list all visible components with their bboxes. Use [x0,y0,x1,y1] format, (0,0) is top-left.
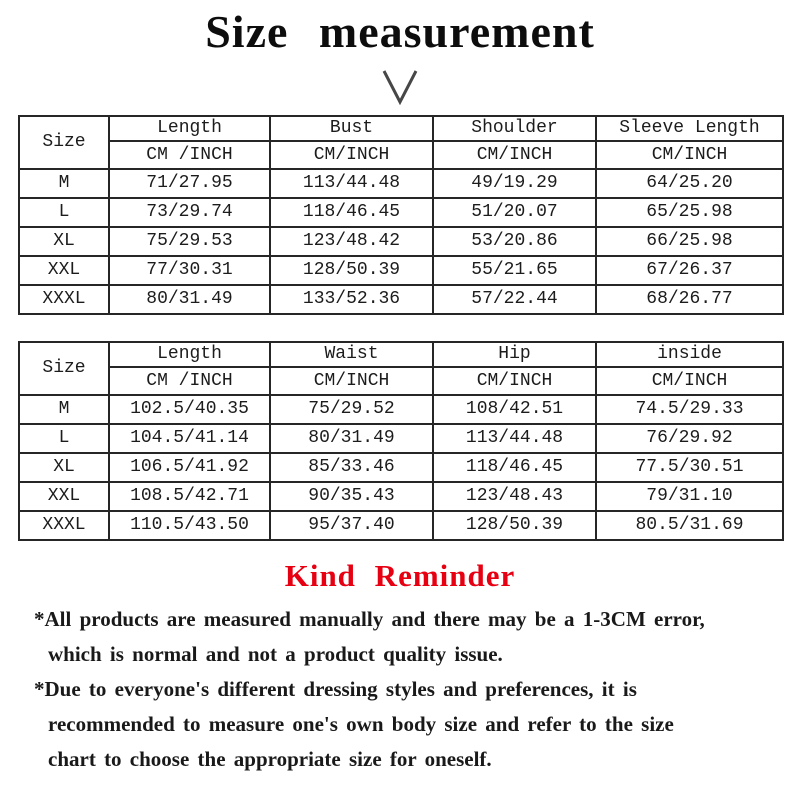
value-cell: 85/33.46 [270,453,433,482]
value-cell: 64/25.20 [596,169,783,198]
value-cell: 80/31.49 [109,285,270,314]
value-cell: 49/19.29 [433,169,596,198]
table-row [19,285,783,314]
table-row [19,424,783,453]
note-line: *All products are measured manually and there may be a 1-3CM error, [34,607,705,632]
col-header-cell: Hip [433,342,596,367]
col-header-cell: Length [109,342,270,367]
note-line: recommended to measure one's own body size and refer to the size [48,712,674,737]
value-cell: 113/44.48 [433,424,596,453]
value-cell: 110.5/43.50 [109,511,270,540]
value-cell: 106.5/41.92 [109,453,270,482]
size-cell: XXXL [19,285,109,314]
size-cell: XXL [19,256,109,285]
size-header-cell: Size [19,342,109,395]
note-line: chart to choose the appropriate size for oneself. [48,747,492,772]
value-cell: 80/31.49 [270,424,433,453]
value-cell: 68/26.77 [596,285,783,314]
size-table-top [18,115,784,315]
value-cell: 118/46.45 [270,198,433,227]
size-cell: XXXL [19,511,109,540]
table-gap [0,315,800,341]
value-cell: 57/22.44 [433,285,596,314]
value-cell: 55/21.65 [433,256,596,285]
col-header-cell: Bust [270,116,433,141]
note-line: which is normal and not a product quality issue. [48,642,503,667]
unit-cell: CM/INCH [270,141,433,169]
unit-cell: CM /INCH [109,141,270,169]
note-line: *Due to everyone's different dressing styles and preferences, it is [34,677,637,702]
col-header-cell: Shoulder [433,116,596,141]
size-cell: XXL [19,482,109,511]
value-cell: 104.5/41.14 [109,424,270,453]
value-cell: 75/29.52 [270,395,433,424]
value-cell: 113/44.48 [270,169,433,198]
size-header-cell: Size [19,116,109,169]
value-cell: 79/31.10 [596,482,783,511]
unit-cell: CM/INCH [270,367,433,395]
value-cell: 123/48.43 [433,482,596,511]
col-header-cell: inside [596,342,783,367]
size-cell: M [19,395,109,424]
value-cell: 67/26.37 [596,256,783,285]
reminder-title: Kind Reminder [284,557,516,593]
size-cell: M [19,169,109,198]
table-header-row [19,116,783,141]
table-header-row [19,342,783,367]
table-row [19,395,783,424]
unit-cell: CM/INCH [596,367,783,395]
value-cell: 128/50.39 [270,256,433,285]
table-row [19,256,783,285]
reminder-notes [34,602,770,777]
value-cell: 128/50.39 [433,511,596,540]
size-cell: XL [19,453,109,482]
col-header-cell: Length [109,116,270,141]
unit-cell: CM/INCH [596,141,783,169]
value-cell: 75/29.53 [109,227,270,256]
value-cell: 74.5/29.33 [596,395,783,424]
value-cell: 51/20.07 [433,198,596,227]
size-cell: L [19,424,109,453]
unit-cell: CM /INCH [109,367,270,395]
table-row [19,198,783,227]
value-cell: 65/25.98 [596,198,783,227]
value-cell: 118/46.45 [433,453,596,482]
col-header-cell: Sleeve Length [596,116,783,141]
table-row [19,227,783,256]
unit-cell: CM/INCH [433,141,596,169]
value-cell: 77/30.31 [109,256,270,285]
size-cell: XL [19,227,109,256]
value-cell: 53/20.86 [433,227,596,256]
value-cell: 76/29.92 [596,424,783,453]
value-cell: 108/42.51 [433,395,596,424]
value-cell: 95/37.40 [270,511,433,540]
table-row [19,482,783,511]
table-units-row [19,367,783,395]
value-cell: 80.5/31.69 [596,511,783,540]
table-row [19,453,783,482]
value-cell: 133/52.36 [270,285,433,314]
value-cell: 123/48.42 [270,227,433,256]
unit-cell: CM/INCH [433,367,596,395]
size-table-bottom [18,341,784,541]
value-cell: 90/35.43 [270,482,433,511]
table-units-row [19,141,783,169]
value-cell: 73/29.74 [109,198,270,227]
size-cell: L [19,198,109,227]
table-row [19,169,783,198]
chevron-down-icon [0,69,800,107]
col-header-cell: Waist [270,342,433,367]
value-cell: 66/25.98 [596,227,783,256]
value-cell: 102.5/40.35 [109,395,270,424]
value-cell: 108.5/42.71 [109,482,270,511]
page-title: Size measurement [205,6,595,57]
value-cell: 77.5/30.51 [596,453,783,482]
table-row [19,511,783,540]
value-cell: 71/27.95 [109,169,270,198]
